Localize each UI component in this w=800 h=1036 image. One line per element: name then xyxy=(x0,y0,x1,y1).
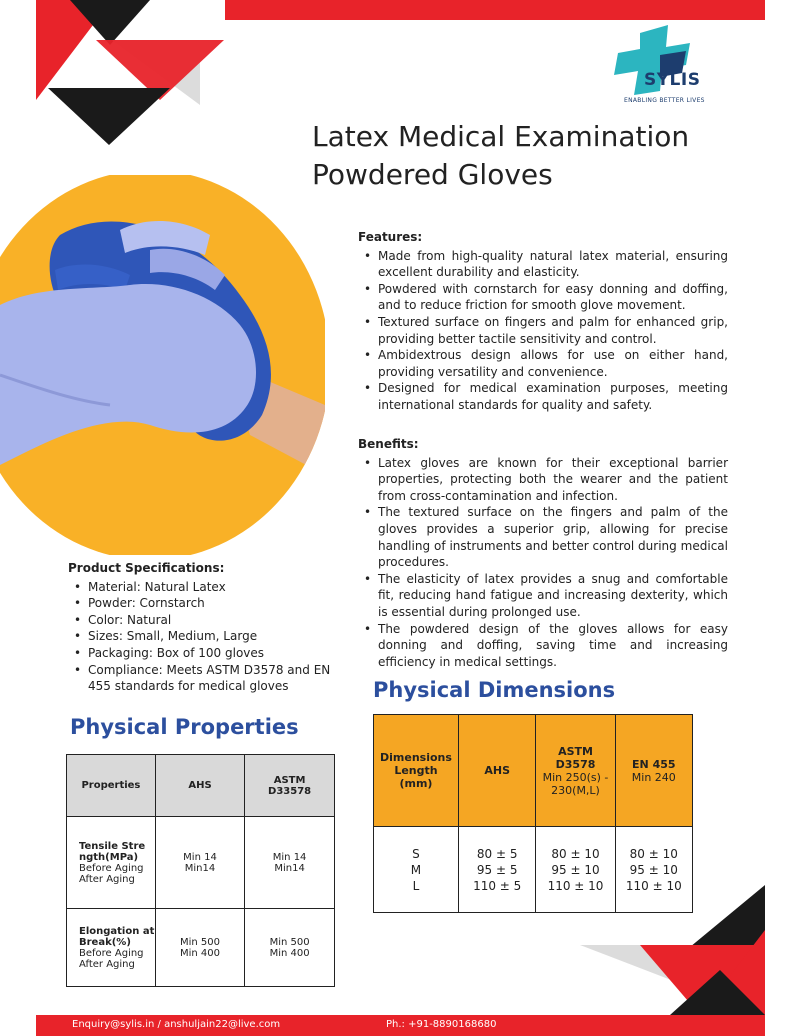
features-section xyxy=(358,229,728,414)
property-sub: After Aging xyxy=(79,958,135,970)
ahs-value: 110 ± 5 xyxy=(473,878,522,893)
header-astm: ASTM D3578 xyxy=(555,744,596,771)
table-header xyxy=(458,715,536,827)
astm-cell xyxy=(536,827,615,913)
header-astm: ASTM D33578 xyxy=(245,755,335,817)
list-item: • Made from high-quality natural latex material, ensuring excellent durability and elasticity. xyxy=(358,248,728,281)
astm-cell xyxy=(245,817,335,909)
table-row xyxy=(67,817,335,909)
header-en: EN 455 xyxy=(632,757,676,771)
list-item: • The textured surface on the fingers and palm of the gloves provides a superior grip, allowing for precise handling of instruments and better control during medical procedures. xyxy=(358,504,728,570)
ahs-value: 95 ± 5 xyxy=(476,862,518,877)
property-label xyxy=(67,909,156,987)
property-sub: Before Aging xyxy=(79,947,144,959)
list-item: • Material: Natural Latex xyxy=(68,579,343,596)
brand-name: SYLIS xyxy=(644,70,701,90)
header-astm-sub: Min 250(s) - 230(M,L) xyxy=(542,770,609,797)
brand-tagline: ENABLING BETTER LIVES xyxy=(624,97,705,104)
benefits-list xyxy=(358,455,728,671)
sizes-cell xyxy=(374,827,459,913)
astm-value: Min14 xyxy=(274,862,305,874)
gloves-handshake-image xyxy=(0,175,325,555)
title-line-1: Latex Medical Examination xyxy=(312,120,690,153)
list-item: • The powdered design of the gloves allows for easy donning and doffing, saving time and increasing efficiency in medical settings. xyxy=(358,621,728,671)
table-row xyxy=(67,909,335,987)
footer-bar xyxy=(36,1015,765,1036)
property-sub: After Aging xyxy=(79,873,135,885)
list-item: • Compliance: Meets ASTM D3578 and EN 455 standards for medical gloves xyxy=(68,662,343,695)
ahs-value: Min 500 xyxy=(180,936,221,948)
en-cell xyxy=(615,827,692,913)
top-red-bar xyxy=(225,0,765,20)
benefits-section xyxy=(358,436,728,670)
header-en-sub: Min 240 xyxy=(631,770,676,784)
ahs-cell xyxy=(458,827,536,913)
property-label xyxy=(67,817,156,909)
footer-phone[interactable]: Ph.: +91-8890168680 xyxy=(386,1019,497,1030)
physical-properties-table xyxy=(66,754,335,987)
property-sub: Before Aging xyxy=(79,862,144,874)
astm-value: 95 ± 10 xyxy=(551,862,600,877)
product-specifications-section xyxy=(68,560,343,695)
top-left-decoration xyxy=(0,0,230,150)
list-item: • Color: Natural xyxy=(68,612,343,629)
table-header xyxy=(615,715,692,827)
astm-value: Min 500 xyxy=(269,936,310,948)
list-item: • Latex gloves are known for their exceptional barrier properties, protecting both the wearer and the patient from cross-contamination and infection. xyxy=(358,455,728,505)
page-title xyxy=(312,118,752,194)
table-row xyxy=(374,827,693,913)
astm-value: Min 14 xyxy=(272,851,307,863)
physical-dimensions-heading: Physical Dimensions xyxy=(373,678,616,702)
features-list xyxy=(358,248,728,414)
en-value: 95 ± 10 xyxy=(629,862,678,877)
list-item: • Packaging: Box of 100 gloves xyxy=(68,645,343,662)
header-properties: Properties xyxy=(67,755,156,817)
property-name: Elongation at Break(%) xyxy=(79,925,155,948)
specifications-list xyxy=(68,579,343,695)
ahs-value: Min 400 xyxy=(180,947,221,959)
features-heading: Features: xyxy=(358,230,423,244)
list-item: • Powdered with cornstarch for easy donning and doffing, and to reduce friction for smooth glove movement. xyxy=(358,281,728,314)
size-m: M xyxy=(410,862,422,877)
footer-email[interactable]: Enquiry@sylis.in / anshuljain22@live.com xyxy=(72,1019,281,1030)
size-s: S xyxy=(412,846,420,861)
ahs-value: 80 ± 5 xyxy=(476,846,518,861)
benefits-heading: Benefits: xyxy=(358,437,419,451)
astm-value: 110 ± 10 xyxy=(547,878,604,893)
table-header xyxy=(374,715,459,827)
en-value: 80 ± 10 xyxy=(629,846,678,861)
physical-properties-heading: Physical Properties xyxy=(70,715,299,739)
size-l: L xyxy=(412,878,420,893)
sylis-logo xyxy=(610,25,750,115)
property-name: Tensile Strength(MPa) xyxy=(79,840,146,863)
list-item: • Designed for medical examination purposes, meeting international standards for quality and safety. xyxy=(358,380,728,413)
list-item: • Textured surface on fingers and palm for enhanced grip, providing better tactile sensitivity and control. xyxy=(358,314,728,347)
list-item: • Ambidextrous design allows for use on either hand, providing versatility and convenience. xyxy=(358,347,728,380)
astm-cell xyxy=(245,909,335,987)
astm-value: Min 400 xyxy=(269,947,310,959)
astm-value: 80 ± 10 xyxy=(551,846,600,861)
header-ahs: AHS xyxy=(155,755,244,817)
list-item: • The elasticity of latex provides a snug and comfortable fit, reducing hand fatigue and increasing dexterity, which is essential during prolonged use. xyxy=(358,571,728,621)
ahs-cell xyxy=(155,909,244,987)
ahs-value: Min14 xyxy=(184,862,216,874)
table-header xyxy=(536,715,615,827)
list-item: • Powder: Cornstarch xyxy=(68,595,343,612)
physical-dimensions-table xyxy=(373,714,693,913)
en-value: 110 ± 10 xyxy=(625,878,682,893)
list-item: • Sizes: Small, Medium, Large xyxy=(68,628,343,645)
ahs-cell xyxy=(155,817,244,909)
specifications-heading: Product Specifications: xyxy=(68,561,225,575)
header-dimensions: Dimensions Length (mm) xyxy=(380,751,452,790)
header-ahs: AHS xyxy=(484,764,510,777)
ahs-value: Min 14 xyxy=(183,851,217,863)
title-line-2: Powdered Gloves xyxy=(312,158,553,191)
